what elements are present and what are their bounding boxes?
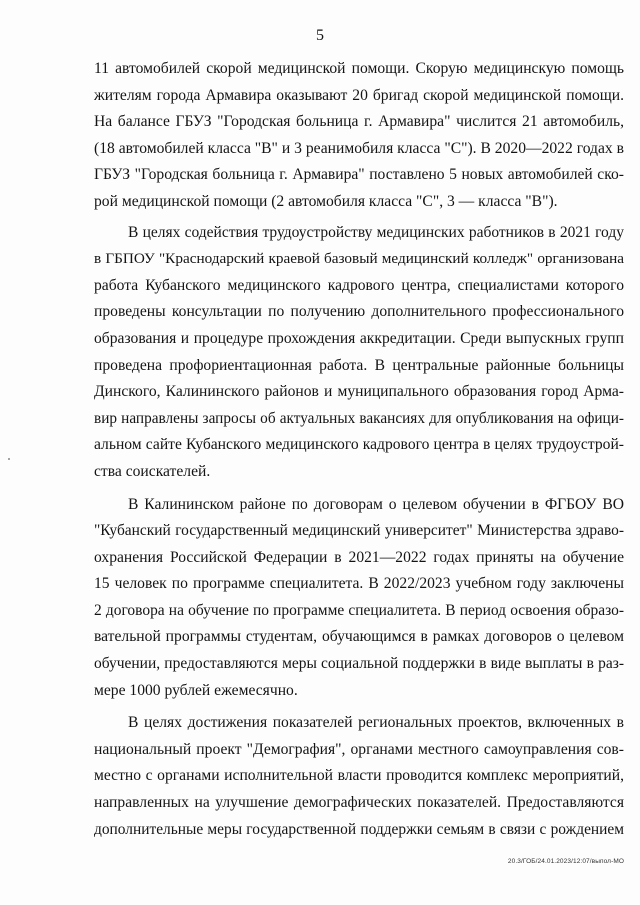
paragraph-ambulance [94, 56, 624, 216]
page-number: 5 [316, 27, 324, 44]
text-line: вательной программы студентам, обучающимся в рамках договоров о целевом [94, 628, 624, 646]
text-line: Динского, Калининского районов и муниципального образования город Арма- [94, 383, 624, 401]
paragraph-demography [94, 710, 624, 843]
scan-speck [8, 458, 10, 460]
text-line: (18 автомобилей класса "В" и 3 реанимобиля класса "С"). В 2020—2022 годах в [94, 139, 624, 157]
text-line: В Калининском районе по договорам о целевом обучении в ФГБОУ ВО [128, 495, 624, 513]
text-line: 11 автомобилей скорой медицинской помощи. Скорую медицинскую помощь [94, 60, 624, 77]
text-line: проведены консультации по получению дополнительного профессионального [94, 303, 624, 321]
text-line: 2 договора на обучение по программе специалитета. В период освоения образо- [94, 601, 624, 619]
text-line: ГБУЗ "Городская больница г. Армавира" поставлено 5 новых автомобилей ско- [94, 166, 624, 184]
text-line: жителям города Армавира оказывают 20 бригад скорой медицинской помощи. [94, 86, 624, 104]
text-line: рой медицинской помощи (2 автомобиля класса "С", 3 — класса "В"). [94, 192, 558, 210]
text-line: работа Кубанского медицинского кадрового центра, специалистами которого [94, 276, 624, 294]
text-line: направленных на улучшение демографических показателей. Предоставляются [94, 794, 624, 812]
text-line: в ГБПОУ "Краснодарский краевой базовый медицинский колледж" организована [94, 250, 624, 268]
text-line: образования и процедуре прохождения аккредитации. Среди выпускных групп [94, 329, 624, 347]
text-line: охранения Российской Федерации в 2021—2022 годах приняты на обучение [94, 548, 624, 566]
text-line: обучении, предоставляются меры социальной поддержки в виде выплаты в раз- [94, 655, 624, 673]
text-line: В целях достижения показателей региональных проектов, включенных в [128, 714, 624, 732]
text-line: национальный проект "Демография", органами местного самоуправления сов- [94, 740, 624, 758]
text-line: На балансе ГБУЗ "Городская больница г. Армавира" числится 21 автомобиль, [94, 113, 624, 131]
text-line: проведена профориентационная работа. В центральные районные больницы [94, 356, 624, 374]
text-line: альном сайте Кубанского медицинского кадрового центра в целях трудоустрой- [94, 436, 624, 454]
paragraph-targeted-training [94, 492, 624, 705]
text-line: ства соискателей. [94, 462, 211, 480]
text-line: местно с органами исполнительной власти проводится комплекс мероприятий, [94, 767, 624, 785]
text-line: вир направлены запросы об актуальных вакансиях для опубликования на офици- [94, 409, 624, 427]
paragraph-employment [94, 220, 624, 486]
text-line: 15 человек по программе специалитета. В 2022/2023 учебном году заключены [94, 575, 624, 593]
text-line: дополнительные меры государственной поддержки семьям в связи с рождением [94, 820, 624, 838]
text-line: В целях содействия трудоустройству медицинских работников в 2021 году [128, 223, 624, 241]
text-line: мере 1000 рублей ежемесячно. [94, 681, 298, 699]
document-body [94, 56, 624, 843]
footer-stamp: 20.3/ГОБ/24.01.2023/12:07/выпол-МО [507, 858, 624, 865]
text-line: "Кубанский государственный медицинский университет" Министерства здраво- [94, 522, 624, 540]
